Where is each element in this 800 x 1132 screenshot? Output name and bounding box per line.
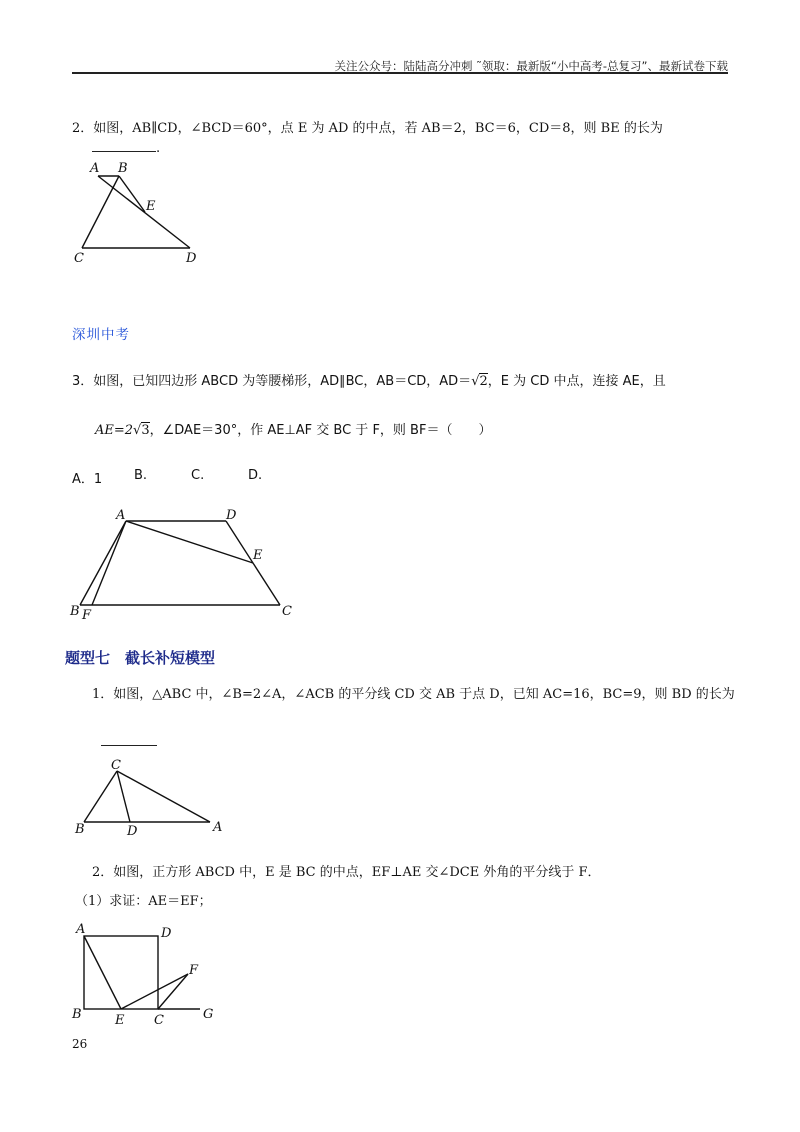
segment-ae — [126, 521, 253, 563]
label-d: D — [161, 926, 172, 941]
problem-2b-sub1: （1）求证：AE＝EF； — [75, 894, 212, 909]
square-abcd — [84, 936, 158, 1009]
section-shenzhen-label: 深圳中考 — [72, 327, 130, 343]
option-d: D. — [248, 468, 263, 483]
problem-3-line1 — [72, 373, 666, 391]
problem-2a-text: 2．如图，AB∥CD，∠BCD＝60°，点 E 为 AD 的中点，若 AB＝2，BC＝6，CD＝8，则 BE 的长为 — [72, 121, 663, 136]
label-c: C — [154, 1013, 164, 1028]
page-number: 26 — [72, 1037, 88, 1051]
label-b: B — [72, 1007, 82, 1022]
ae-sqrt: √3 — [133, 423, 150, 438]
label-f: F — [82, 608, 92, 623]
label-g: G — [203, 1007, 214, 1022]
header-rule — [72, 72, 728, 74]
figure-4-square — [70, 920, 220, 1030]
label-c: C — [282, 604, 292, 619]
segment-ae — [84, 936, 121, 1009]
segment-ab — [80, 521, 126, 605]
problem-2a-tail: . — [156, 141, 161, 156]
page-header: 关注公众号：陆陆高分冲刺 ˜领取：最新版“小中高考-总复习”、最新试卷下载 — [334, 59, 728, 73]
problem-3-line2-post: ，∠DAE＝30°，作 AE⊥AF 交 BC 于 F，则 BF＝（ ） — [149, 423, 492, 438]
problem-2b-text: 2．如图，正方形 ABCD 中，E 是 BC 的中点，EF⊥AE 交∠DCE 外角的平分线于 F． — [92, 865, 601, 880]
label-b: B — [118, 161, 128, 176]
label-e: E — [146, 199, 156, 214]
problem-1b-text: 1．如图，△ABC 中，∠B=2∠A，∠ACB 的平分线 CD 交 AB 于点 D，已知 AC=16，BC=9，则 BD 的长为 — [92, 687, 735, 702]
label-e: E — [253, 548, 263, 563]
segment-ef — [121, 974, 188, 1009]
sqrt-radicand: 2 — [479, 374, 488, 389]
segment-be — [119, 176, 145, 212]
segment-bc — [82, 176, 119, 248]
segment-ad — [98, 176, 190, 248]
sqrt-expression: √2 — [471, 374, 488, 389]
problem-3-line1-pre: 3．如图，已知四边形 ABCD 为等腰梯形，AD∥BC，AB＝CD，AD＝ — [72, 374, 472, 389]
section-type7-title: 题型七 截长补短模型 — [65, 649, 216, 667]
problem-2a-answer-line — [92, 140, 160, 158]
label-b: B — [75, 822, 85, 837]
ae-expression: AE=2 — [95, 423, 134, 438]
ae-sqrt-radicand: 3 — [141, 423, 150, 438]
label-c: C — [111, 758, 121, 773]
label-b: B — [70, 604, 80, 619]
figure-1-trapezoid — [70, 158, 210, 268]
segment-af — [92, 521, 126, 605]
segment-ca — [117, 771, 210, 822]
option-c: C. — [191, 468, 205, 483]
option-a: A．1 — [72, 472, 103, 487]
segment-cd — [117, 771, 130, 822]
answer-blank — [92, 150, 156, 152]
figure-2-isosceles-trapezoid — [66, 505, 306, 625]
label-f: F — [189, 963, 199, 978]
answer-blank — [101, 744, 157, 746]
label-d: D — [127, 824, 138, 839]
figure-3-triangle — [70, 757, 230, 839]
label-d: D — [226, 508, 237, 523]
problem-1b-answer-line — [101, 735, 157, 750]
label-c: C — [74, 251, 84, 266]
segment-cf — [158, 974, 188, 1009]
label-a: A — [76, 922, 86, 937]
label-d: D — [186, 251, 197, 266]
label-a: A — [116, 508, 126, 523]
segment-cb — [84, 771, 117, 822]
problem-3-line2 — [95, 422, 491, 440]
label-a: A — [90, 161, 100, 176]
label-a: A — [213, 820, 223, 835]
problem-3-line1-post: ，E 为 CD 中点，连接 AE，且 — [487, 374, 666, 389]
label-e: E — [115, 1013, 125, 1028]
option-b: B. — [134, 468, 148, 483]
